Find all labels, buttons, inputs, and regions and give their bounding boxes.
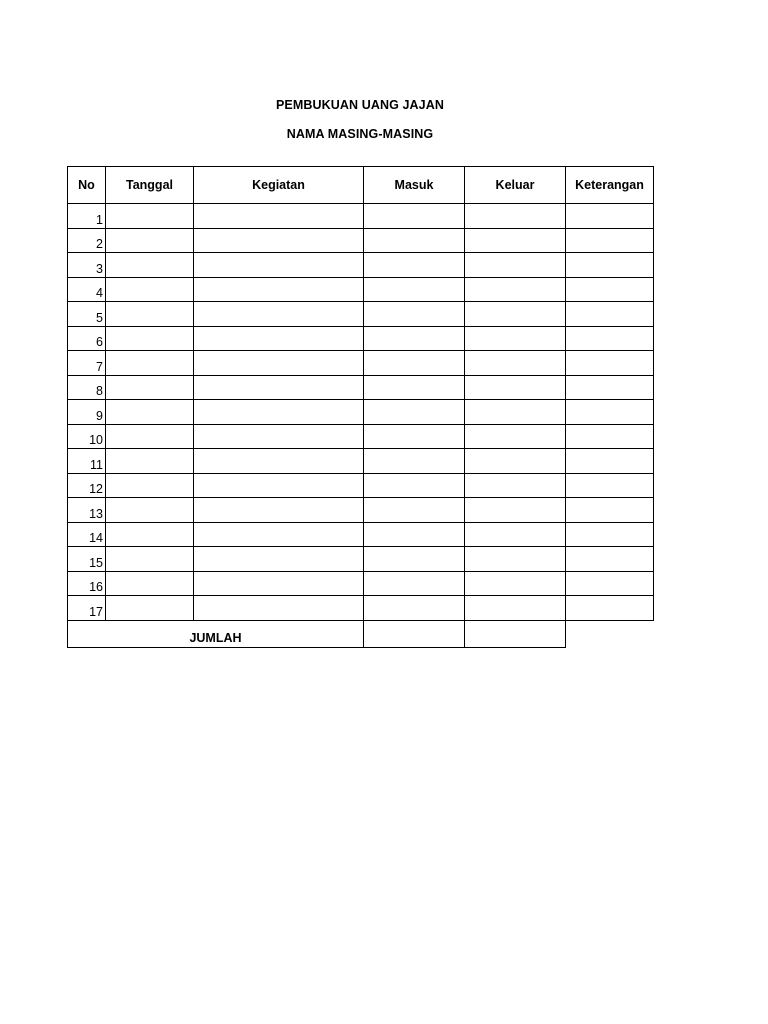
tanggal-cell xyxy=(106,473,194,498)
row-number: 3 xyxy=(68,253,106,278)
document-subtitle: NAMA MASING-MASING xyxy=(286,127,434,141)
table-row xyxy=(68,547,654,572)
keterangan-cell xyxy=(566,204,654,229)
table-row xyxy=(68,424,654,449)
masuk-cell xyxy=(364,326,465,351)
masuk-cell xyxy=(364,228,465,253)
masuk-cell xyxy=(364,277,465,302)
kegiatan-cell xyxy=(194,277,364,302)
table-row xyxy=(68,277,654,302)
kegiatan-cell xyxy=(194,302,364,327)
tanggal-cell xyxy=(106,547,194,572)
header-kegiatan: Kegiatan xyxy=(194,167,364,204)
tanggal-cell xyxy=(106,302,194,327)
kegiatan-cell xyxy=(194,547,364,572)
row-number: 11 xyxy=(68,449,106,474)
kegiatan-cell xyxy=(194,204,364,229)
kegiatan-cell xyxy=(194,351,364,376)
kegiatan-cell xyxy=(194,253,364,278)
row-number: 15 xyxy=(68,547,106,572)
tanggal-cell xyxy=(106,449,194,474)
tanggal-cell xyxy=(106,253,194,278)
keterangan-cell xyxy=(566,498,654,523)
keluar-cell xyxy=(465,302,566,327)
row-number: 2 xyxy=(68,228,106,253)
keluar-cell xyxy=(465,326,566,351)
kegiatan-cell xyxy=(194,498,364,523)
keterangan-cell xyxy=(566,473,654,498)
kegiatan-cell xyxy=(194,571,364,596)
tanggal-cell xyxy=(106,400,194,425)
keterangan-cell xyxy=(566,351,654,376)
row-number: 10 xyxy=(68,424,106,449)
keluar-cell xyxy=(465,571,566,596)
masuk-cell xyxy=(364,424,465,449)
keluar-cell xyxy=(465,375,566,400)
tanggal-cell xyxy=(106,498,194,523)
table-row xyxy=(68,351,654,376)
keterangan-cell xyxy=(566,277,654,302)
keterangan-cell xyxy=(566,571,654,596)
tanggal-cell xyxy=(106,424,194,449)
table-row xyxy=(68,473,654,498)
keluar-cell xyxy=(465,228,566,253)
table-row xyxy=(68,522,654,547)
table-row xyxy=(68,498,654,523)
header-tanggal: Tanggal xyxy=(106,167,194,204)
table-row xyxy=(68,302,654,327)
keterangan-cell xyxy=(566,522,654,547)
keluar-cell xyxy=(465,400,566,425)
keterangan-cell xyxy=(566,449,654,474)
tanggal-cell xyxy=(106,522,194,547)
tanggal-cell xyxy=(106,326,194,351)
tanggal-cell xyxy=(106,375,194,400)
masuk-cell xyxy=(364,571,465,596)
total-masuk-cell xyxy=(364,620,465,647)
row-number: 17 xyxy=(68,596,106,621)
row-number: 6 xyxy=(68,326,106,351)
kegiatan-cell xyxy=(194,522,364,547)
tanggal-cell xyxy=(106,228,194,253)
row-number: 13 xyxy=(68,498,106,523)
tanggal-cell xyxy=(106,571,194,596)
row-number: 9 xyxy=(68,400,106,425)
kegiatan-cell xyxy=(194,596,364,621)
keterangan-cell xyxy=(566,326,654,351)
row-number: 7 xyxy=(68,351,106,376)
masuk-cell xyxy=(364,253,465,278)
table-row xyxy=(68,400,654,425)
header-keluar: Keluar xyxy=(465,167,566,204)
table-row xyxy=(68,449,654,474)
row-number: 14 xyxy=(68,522,106,547)
table-row xyxy=(68,375,654,400)
kegiatan-cell xyxy=(194,375,364,400)
table-row xyxy=(68,596,654,621)
keluar-cell xyxy=(465,547,566,572)
kegiatan-cell xyxy=(194,400,364,425)
masuk-cell xyxy=(364,473,465,498)
keluar-cell xyxy=(465,596,566,621)
keluar-cell xyxy=(465,204,566,229)
kegiatan-cell xyxy=(194,424,364,449)
keluar-cell xyxy=(465,277,566,302)
keterangan-cell xyxy=(566,424,654,449)
table-row xyxy=(68,228,654,253)
row-number: 1 xyxy=(68,204,106,229)
keterangan-cell xyxy=(566,400,654,425)
masuk-cell xyxy=(364,204,465,229)
keluar-cell xyxy=(465,253,566,278)
ledger-table xyxy=(67,166,654,648)
masuk-cell xyxy=(364,302,465,327)
keterangan-cell xyxy=(566,375,654,400)
row-number: 8 xyxy=(68,375,106,400)
keterangan-cell xyxy=(566,547,654,572)
masuk-cell xyxy=(364,547,465,572)
table-row xyxy=(68,571,654,596)
keterangan-cell xyxy=(566,302,654,327)
header-masuk: Masuk xyxy=(364,167,465,204)
tanggal-cell xyxy=(106,277,194,302)
table-row xyxy=(68,326,654,351)
kegiatan-cell xyxy=(194,449,364,474)
masuk-cell xyxy=(364,498,465,523)
keluar-cell xyxy=(465,449,566,474)
masuk-cell xyxy=(364,596,465,621)
table-row xyxy=(68,204,654,229)
kegiatan-cell xyxy=(194,473,364,498)
row-number: 12 xyxy=(68,473,106,498)
tanggal-cell xyxy=(106,351,194,376)
kegiatan-cell xyxy=(194,326,364,351)
masuk-cell xyxy=(364,400,465,425)
masuk-cell xyxy=(364,375,465,400)
keluar-cell xyxy=(465,473,566,498)
keterangan-cell xyxy=(566,253,654,278)
total-keluar-cell xyxy=(465,620,566,647)
tanggal-cell xyxy=(106,204,194,229)
keterangan-cell xyxy=(566,596,654,621)
keluar-cell xyxy=(465,351,566,376)
header-row xyxy=(68,167,654,204)
keluar-cell xyxy=(465,498,566,523)
keterangan-cell xyxy=(566,228,654,253)
keluar-cell xyxy=(465,424,566,449)
masuk-cell xyxy=(364,522,465,547)
total-blank-cell xyxy=(566,620,654,647)
header-keterangan: Keterangan xyxy=(566,167,654,204)
masuk-cell xyxy=(364,351,465,376)
row-number: 5 xyxy=(68,302,106,327)
table-row xyxy=(68,253,654,278)
kegiatan-cell xyxy=(194,228,364,253)
row-number: 16 xyxy=(68,571,106,596)
total-label: JUMLAH xyxy=(68,620,364,647)
total-row xyxy=(68,620,654,647)
masuk-cell xyxy=(364,449,465,474)
document-title: PEMBUKUAN UANG JAJAN xyxy=(276,98,444,112)
keluar-cell xyxy=(465,522,566,547)
row-number: 4 xyxy=(68,277,106,302)
tanggal-cell xyxy=(106,596,194,621)
header-no: No xyxy=(68,167,106,204)
